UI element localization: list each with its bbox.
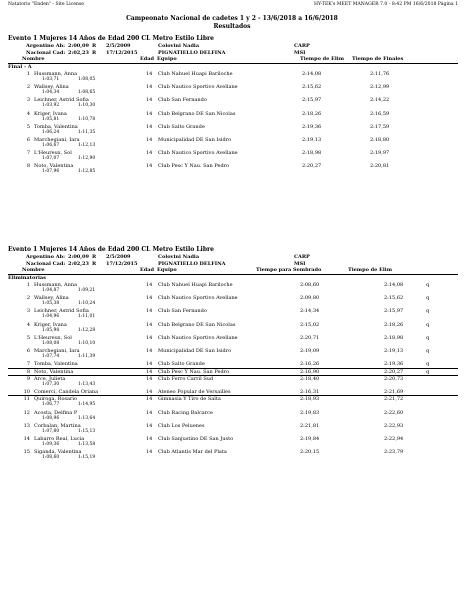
row-name: Comerci, Candela Oriana (34, 389, 99, 395)
row-final: 2:21,72 (384, 396, 404, 403)
row-seed: 2:19,13 (302, 137, 322, 143)
split-1: 1:07,96 (42, 169, 60, 175)
split-1: 1:08,60 (42, 455, 60, 461)
record-team: MSI (294, 260, 306, 267)
row-team: Club San Fernando (158, 308, 207, 315)
split-2: 1:08,65 (78, 90, 96, 96)
row-age: 14 (146, 422, 153, 429)
row-seed: 2:16,26 (300, 361, 320, 368)
row-age: 14 (146, 389, 153, 395)
row-seed: 2:19,84 (300, 435, 320, 442)
row-place: 15 (23, 449, 30, 456)
record-name: Colovini Nadia (158, 254, 200, 260)
row-age: 14 (146, 295, 153, 302)
column-seed: Tiempo de Elim (300, 56, 344, 62)
row-team: Municipalidad DE San Isidro (158, 137, 232, 143)
record-time: 2:00,09 (68, 254, 89, 260)
row-name: Wallsey, Alina (34, 295, 69, 302)
row-seed: 2:19,36 (302, 123, 322, 130)
row-seed: 2:09,80 (300, 295, 320, 302)
row-age: 14 (146, 334, 153, 341)
column-name: Nombre (22, 267, 45, 273)
row-name: L'Heureux, Sol (34, 334, 72, 341)
row-seed: 2:18,98 (302, 150, 322, 157)
split-1: 1:03,92 (42, 103, 60, 109)
split-2: 1:09,21 (78, 288, 96, 293)
record-name: Colovini Nadia (158, 43, 200, 49)
row-age: 14 (146, 361, 153, 368)
record-name: PIGNATIELLO DELFINA (158, 260, 226, 267)
row-team: Club Belgrano DE San Nicolas (158, 110, 236, 117)
row-name: Wallsey, Alina (34, 84, 69, 91)
row-team: Club Nautico Sportivo Avellane (158, 150, 238, 157)
row-place: 2 (26, 295, 30, 302)
row-final: 2:16,59 (370, 110, 390, 117)
column-team: Equipo (157, 56, 177, 62)
row-team: Club Ferro Carril Sud (158, 375, 214, 382)
row-name: Acosta, Delfina P (34, 409, 78, 416)
row-qualifier: q (426, 308, 430, 315)
split-1: 1:05,98 (42, 327, 60, 333)
row-age: 14 (146, 435, 153, 442)
row-name: Kriger, Ivana (34, 321, 67, 328)
split-2: 1:11,39 (78, 354, 96, 359)
row-age: 14 (146, 375, 153, 382)
row-name: Marchegiani, Iara (34, 348, 80, 354)
record-label: Argentino Ab: (26, 43, 65, 49)
row-name: Marchegiani, Iara (34, 137, 80, 143)
row-seed: 2:08,60 (300, 282, 320, 288)
row-age: 14 (146, 348, 153, 354)
row-age: 14 (146, 321, 153, 328)
row-place: 4 (26, 321, 30, 328)
row-place: 6 (26, 137, 30, 143)
row-place: 13 (23, 422, 30, 429)
column-seed: Tiempo para Sembrado (256, 267, 322, 273)
row-final: 2:22,93 (384, 422, 404, 429)
row-final: 2:18,80 (370, 137, 390, 143)
row-team: Club Nautico Sportivo Avellane (158, 84, 238, 91)
row-team: Club Salto Grande (158, 123, 205, 130)
split-2: 1:10,10 (78, 340, 96, 346)
row-name: Leichner, Astrid Sofia (34, 308, 89, 315)
row-seed: 2:18,26 (302, 110, 322, 117)
record-date: 17/12/2015 (106, 49, 138, 56)
split-2: 1:13,43 (78, 381, 96, 387)
record-time: 2:00,09 (68, 43, 89, 49)
row-age: 14 (146, 308, 153, 315)
split-2: 1:14,95 (78, 402, 96, 408)
split-2: 1:15,19 (78, 455, 96, 461)
split-2: 1:12,85 (78, 169, 96, 175)
row-seed: 2:15,62 (302, 84, 322, 91)
record-team: CARP (294, 43, 310, 49)
split-2: 1:10,24 (78, 301, 96, 307)
row-final: 2:22,60 (384, 409, 404, 416)
page-subtitle: Resultados (213, 23, 251, 30)
row-name: Hussmann, Anna (34, 282, 78, 288)
record-team: MSI (294, 49, 306, 56)
split-1: 1:07,30 (42, 381, 60, 387)
row-age: 14 (146, 110, 153, 117)
row-qualifier: q (426, 282, 430, 288)
row-team: Club Sanjustino DE San Justo (158, 435, 234, 442)
split-1: 1:04,87 (42, 288, 60, 293)
row-name: Noto, Valentina (34, 163, 74, 170)
row-team: Club San Fernando (158, 97, 207, 104)
row-place: 9 (26, 375, 30, 382)
record-time: 2:02,23 (68, 49, 89, 56)
row-age: 14 (146, 97, 153, 104)
row-team: Club Atlantis Mar del Plata (158, 449, 227, 456)
split-2: 1:10,78 (78, 116, 96, 122)
row-team: Club Salto Grande (158, 361, 205, 368)
row-seed: 2:20,27 (302, 163, 322, 170)
row-place: 5 (26, 123, 30, 130)
section-label: Eliminatorias (8, 275, 46, 281)
row-place: 1 (26, 282, 30, 288)
row-final: 2:11,76 (370, 71, 390, 77)
row-name: Noto, Valentina (34, 368, 74, 375)
split-1: 1:06,67 (42, 143, 60, 148)
row-place: 2 (26, 84, 30, 91)
row-name: Labarro Real, Lucia (34, 435, 85, 442)
row-place: 7 (26, 361, 30, 368)
row-team: Gimnasia Y Tiro de Salta (158, 396, 221, 403)
row-seed: 2:20,15 (300, 449, 320, 456)
row-seed: 2:19,09 (300, 348, 320, 354)
row-age: 14 (146, 163, 153, 170)
row-place: 8 (26, 368, 30, 375)
record-flag: R (92, 260, 97, 267)
row-age: 14 (146, 409, 153, 416)
row-final: 2:22,94 (384, 435, 404, 442)
row-place: 14 (23, 435, 30, 442)
row-seed: 2:20,71 (300, 334, 320, 341)
row-team: Club Pesc Y Nau. San Pedro (158, 163, 230, 170)
event-title: Evento 1 Mujeres 14 Años de Edad 200 CL Metro Estilo Libre (8, 246, 214, 253)
split-1: 1:05,81 (42, 116, 60, 122)
row-team: Club Nahuel Huapi Bariloche (158, 282, 233, 288)
split-2: 1:12,90 (78, 156, 96, 162)
row-qualifier: q (426, 368, 430, 375)
row-qualifier: q (426, 348, 430, 354)
row-qualifier: q (426, 361, 430, 368)
row-name: Leichner, Astrid Sofia (34, 97, 89, 104)
row-place: 7 (26, 150, 30, 157)
split-1: 1:03,71 (42, 77, 60, 82)
column-final: Tiempo de Elim (348, 267, 392, 273)
split-1: 1:07,80 (42, 428, 60, 434)
row-final: 2:18,26 (384, 321, 404, 328)
row-place: 3 (26, 308, 30, 315)
split-1: 1:08,08 (42, 340, 60, 346)
row-final: 2:18,98 (384, 334, 404, 341)
row-team: Club Belgrano DE San Nicolas (158, 321, 236, 328)
split-2: 1:13,58 (78, 441, 96, 447)
row-seed: 2:16,90 (300, 368, 320, 375)
row-name: Arce, Julieta (34, 375, 66, 382)
row-seed: 2:18,93 (300, 396, 320, 403)
row-team: Municipalidad DE San Isidro (158, 348, 232, 354)
row-seed: 2:15,97 (302, 97, 322, 104)
split-2: 1:08,05 (78, 77, 96, 82)
row-age: 14 (146, 71, 153, 77)
split-1: 1:06,24 (42, 129, 60, 135)
row-place: 1 (26, 71, 30, 77)
record-time: 2:02,23 (68, 260, 89, 267)
header-rule (8, 274, 458, 275)
row-place: 3 (26, 97, 30, 104)
row-seed: 2:16,31 (300, 389, 320, 395)
row-final: 2:19,97 (370, 150, 390, 157)
split-1: 1:09,36 (42, 441, 60, 447)
split-2: 1:10,30 (78, 103, 96, 109)
row-seed: 2:18,40 (300, 375, 320, 382)
row-team: Ateneo Popular de Versailles (158, 389, 231, 395)
split-1: 1:08,96 (42, 415, 60, 421)
row-place: 8 (26, 163, 30, 170)
column-age: Edad (140, 267, 155, 273)
row-final: 2:21,69 (384, 389, 404, 395)
row-age: 14 (146, 396, 153, 403)
row-final: 2:20,27 (384, 368, 404, 375)
row-qualifier: q (426, 334, 430, 341)
record-date: 2/5/2009 (106, 254, 131, 260)
row-final: 2:19,36 (384, 361, 404, 368)
column-name: Nombre (22, 56, 45, 62)
column-team: Equipo (157, 267, 177, 273)
record-date: 2/5/2009 (106, 43, 131, 49)
row-name: Siganda, Valentina (34, 449, 82, 456)
row-team: Club Nautico Sportivo Avellane (158, 295, 238, 302)
record-flag: R (92, 254, 97, 260)
row-place: 5 (26, 334, 30, 341)
row-final: 2:14,08 (384, 282, 404, 288)
record-name: PIGNATIELLO DELFINA (158, 49, 226, 56)
split-2: 1:11,01 (78, 314, 96, 320)
split-1: 1:04,34 (42, 90, 60, 96)
row-team: Club Racing Balcarce (158, 409, 213, 416)
row-qualifier: q (426, 321, 430, 328)
row-age: 14 (146, 137, 153, 143)
row-seed: 2:14,08 (302, 71, 322, 77)
record-label: Nacional Cad: (26, 260, 66, 267)
row-seed: 2:15,02 (300, 321, 320, 328)
row-seed: 2:14,34 (300, 308, 320, 315)
row-place: 12 (23, 409, 30, 416)
row-final: 2:14,22 (370, 97, 390, 104)
row-age: 14 (146, 150, 153, 157)
row-name: Corbalan, Martina (34, 422, 81, 429)
row-final: 2:19,13 (384, 348, 404, 354)
page-title: Campeonato Nacional de cadetes 1 y 2 - 13/6/2018 a 16/6/2018 (126, 15, 338, 22)
record-date: 17/12/2015 (106, 260, 138, 267)
split-2: 1:11,35 (78, 129, 96, 135)
row-team: Club Los Peluenes (158, 422, 205, 429)
row-name: Tomba, Valentina (34, 361, 78, 368)
row-age: 14 (146, 449, 153, 456)
record-label: Nacional Cad: (26, 49, 66, 56)
row-place: 11 (23, 396, 30, 403)
row-place: 10 (23, 389, 30, 395)
split-1: 1:06,77 (42, 402, 60, 408)
event-title: Evento 1 Mujeres 14 Años de Edad 200 CL Metro Estilo Libre (8, 35, 214, 42)
row-team: Club Nahuel Huapi Bariloche (158, 71, 233, 77)
row-name: L'Heureux, Sol (34, 150, 72, 157)
record-flag: R (92, 49, 97, 56)
row-final: 2:23,79 (384, 449, 404, 456)
row-final: 2:12,99 (370, 84, 390, 91)
row-final: 2:17,59 (370, 123, 390, 130)
row-age: 14 (146, 368, 153, 375)
record-team: CARP (294, 254, 310, 260)
row-name: Hussmann, Anna (34, 71, 78, 77)
row-seed: 2:21,81 (300, 422, 320, 429)
column-age: Edad (140, 56, 155, 62)
section-label: Final - A (8, 64, 32, 70)
split-1: 1:07,74 (42, 354, 60, 359)
record-flag: R (92, 43, 97, 49)
row-qualifier: q (426, 295, 430, 302)
split-1: 1:05,38 (42, 301, 60, 307)
row-age: 14 (146, 84, 153, 91)
split-1: 1:04,96 (42, 314, 60, 320)
split-1: 1:07,07 (42, 156, 60, 162)
row-final: 2:20,73 (384, 375, 404, 382)
row-place: 6 (26, 348, 30, 354)
row-name: Quiroga, Rosario (34, 396, 78, 403)
column-final: Tiempo de Finales (352, 56, 404, 62)
header-left: Natatorio "Enden" - Site License (8, 2, 84, 7)
record-label: Argentino Ab: (26, 254, 65, 260)
split-2: 1:12,28 (78, 327, 96, 333)
row-name: Tomba, Valentina (34, 123, 78, 130)
row-final: 2:20,81 (370, 163, 390, 170)
row-team: Club Nautico Sportivo Avellane (158, 334, 238, 341)
row-seed: 2:19,83 (300, 409, 320, 416)
row-age: 14 (146, 282, 153, 288)
row-age: 14 (146, 123, 153, 130)
row-final: 2:15,97 (384, 308, 404, 315)
row-team: Club Pesc Y Nau. San Pedro (158, 368, 230, 375)
row-place: 4 (26, 110, 30, 117)
split-2: 1:15,13 (78, 428, 96, 434)
split-2: 1:13,64 (78, 415, 96, 421)
header-right: HY-TEK's MEET MANAGER 7.0 - 8:42 PM 16/6/2018 Página 1 (313, 2, 458, 7)
row-name: Kriger, Ivana (34, 110, 67, 117)
split-2: 1:12,13 (78, 143, 96, 148)
row-final: 2:15,62 (384, 295, 404, 302)
header-rule (8, 63, 458, 64)
